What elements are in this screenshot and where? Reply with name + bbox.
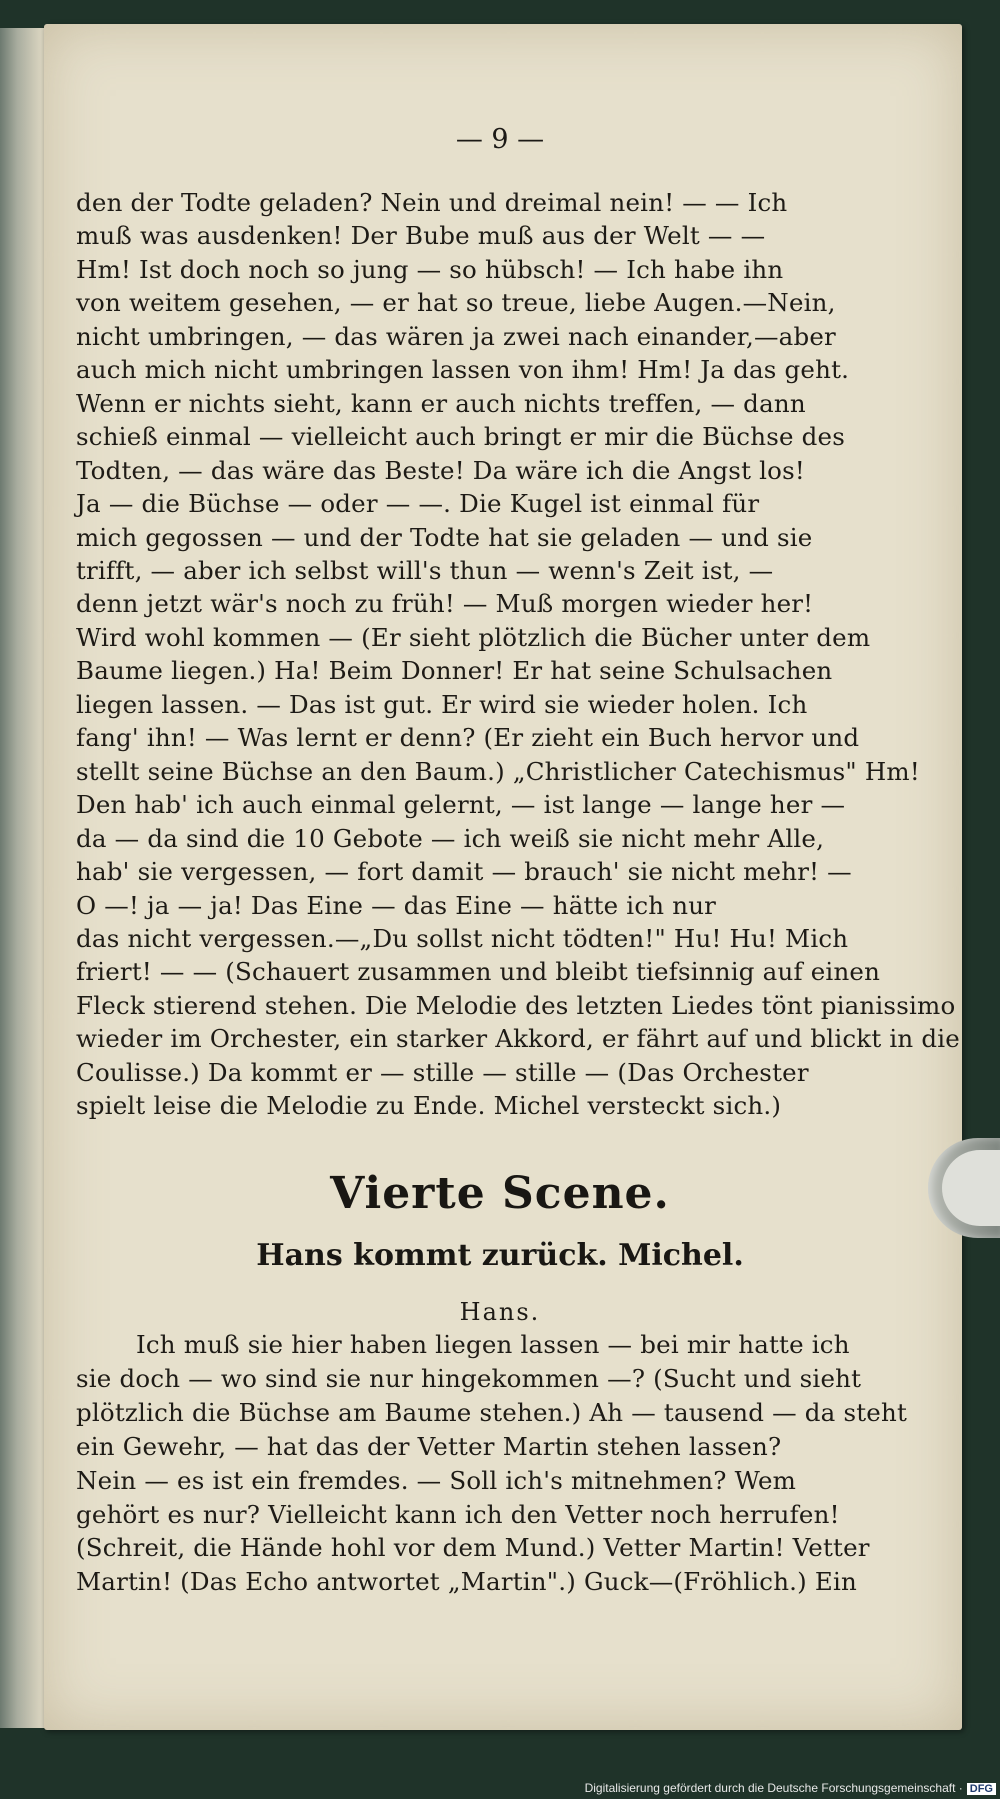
text-line: mich gegossen — und der Todte hat sie geladen — und sie xyxy=(76,522,813,552)
credit-text: Digitalisierung gefördert durch die Deutsche Forschungsgemeinschaft · xyxy=(584,1781,963,1795)
text-line: (Schreit, die Hände hohl vor dem Mund.) Vetter Martin! Vetter xyxy=(76,1533,870,1563)
digitization-credit xyxy=(585,1781,996,1795)
text-line: ein Gewehr, — hat das der Vetter Martin stehen lassen? xyxy=(76,1431,782,1461)
text-line: liegen lassen. — Das ist gut. Er wird sie wieder holen. Ich xyxy=(76,689,808,719)
text-line: hab' sie vergessen, — fort damit — brauch' sie nicht mehr! — xyxy=(76,857,852,887)
text-line: trifft, — aber ich selbst will's thun — wenn's Zeit ist, — xyxy=(76,555,774,585)
text-line: das nicht vergessen.—„Du sollst nicht tödten!" Hu! Hu! Mich xyxy=(76,923,849,953)
text-line: den der Todte geladen? Nein und dreimal nein! — — Ich xyxy=(76,188,788,217)
body-text-after xyxy=(76,1328,907,1599)
text-line: Ja — die Büchse — oder — —. Die Kugel ist einmal für xyxy=(76,489,760,519)
text-line: friert! — — (Schauert zusammen und bleibt tiefsinnig auf einen xyxy=(76,957,881,987)
text-line: nicht umbringen, — das wären ja zwei nach einander,—aber xyxy=(76,321,836,351)
text-line: Wenn er nichts sieht, kann er auch nichts treffen, — dann xyxy=(76,388,806,418)
text-line: Den hab' ich auch einmal gelernt, — ist lange — lange her — xyxy=(76,790,846,820)
text-line: spielt leise die Melodie zu Ende. Michel versteckt sich.) xyxy=(76,1091,782,1121)
text-line: plötzlich die Büchse am Baume stehen.) Ah — tausend — da steht xyxy=(76,1397,907,1427)
text-line: von weitem gesehen, — er hat so treue, liebe Augen.—Nein, xyxy=(76,288,836,318)
text-line: da — da sind die 10 Gebote — ich weiß sie nicht mehr Alle, xyxy=(76,823,825,853)
text-line: auch mich nicht umbringen lassen von ihm! Hm! Ja das geht. xyxy=(76,355,850,385)
text-line: Baume liegen.) Ha! Beim Donner! Er hat seine Schulsachen xyxy=(76,656,833,686)
dfg-logo: DFG xyxy=(967,1783,996,1795)
body-text-before xyxy=(76,186,960,1123)
text-line: sie doch — wo sind sie nur hingekommen —? (Sucht und sieht xyxy=(76,1363,862,1393)
text-line: gehört es nur? Vielleicht kann ich den Vetter noch herrufen! xyxy=(76,1499,840,1529)
text-line: stellt seine Büchse an den Baum.) „Christlicher Catechismus" Hm! xyxy=(76,756,920,786)
text-line: O —! ja — ja! Das Eine — das Eine — hätte ich nur xyxy=(76,890,717,920)
text-line: Wird wohl kommen — (Er sieht plötzlich die Bücher unter dem xyxy=(76,622,871,652)
text-line: Hm! Ist doch noch so jung — so hübsch! — Ich habe ihn xyxy=(76,254,784,284)
text-line: denn jetzt wär's noch zu früh! — Muß morgen wieder her! xyxy=(76,589,814,619)
text-line: muß was ausdenken! Der Bube muß aus der Welt — — xyxy=(76,221,766,251)
text-line: wieder im Orchester, ein starker Akkord, er fährt auf und blickt in die xyxy=(76,1024,960,1054)
speaker-name: Hans. xyxy=(459,1298,541,1326)
text-line: fang' ihn! — Was lernt er denn? (Er zieht ein Buch hervor und xyxy=(76,723,860,753)
text-line: Nein — es ist ein fremdes. — Soll ich's mitnehmen? Wem xyxy=(76,1465,797,1495)
scene-characters: Hans kommt zurück. Michel. xyxy=(256,1238,744,1273)
scene-heading: Vierte Scene. xyxy=(330,1168,670,1219)
text-line: Coulisse.) Da kommt er — stille — stille — (Das Orchester xyxy=(76,1057,809,1087)
page-number: — 9 — xyxy=(455,124,545,155)
text-line: Ich muß sie hier haben liegen lassen — bei mir hatte ich xyxy=(136,1330,850,1359)
text-line: Fleck stierend stehen. Die Melodie des letzten Liedes tönt pianissimo xyxy=(76,990,956,1020)
text-line: Todten, — das wäre das Beste! Da wäre ich die Angst los! xyxy=(76,455,805,485)
text-line: Martin! (Das Echo antwortet „Martin".) Guck—(Fröhlich.) Ein xyxy=(76,1567,858,1597)
text-line: schieß einmal — vielleicht auch bringt er mir die Büchse des xyxy=(76,422,846,452)
